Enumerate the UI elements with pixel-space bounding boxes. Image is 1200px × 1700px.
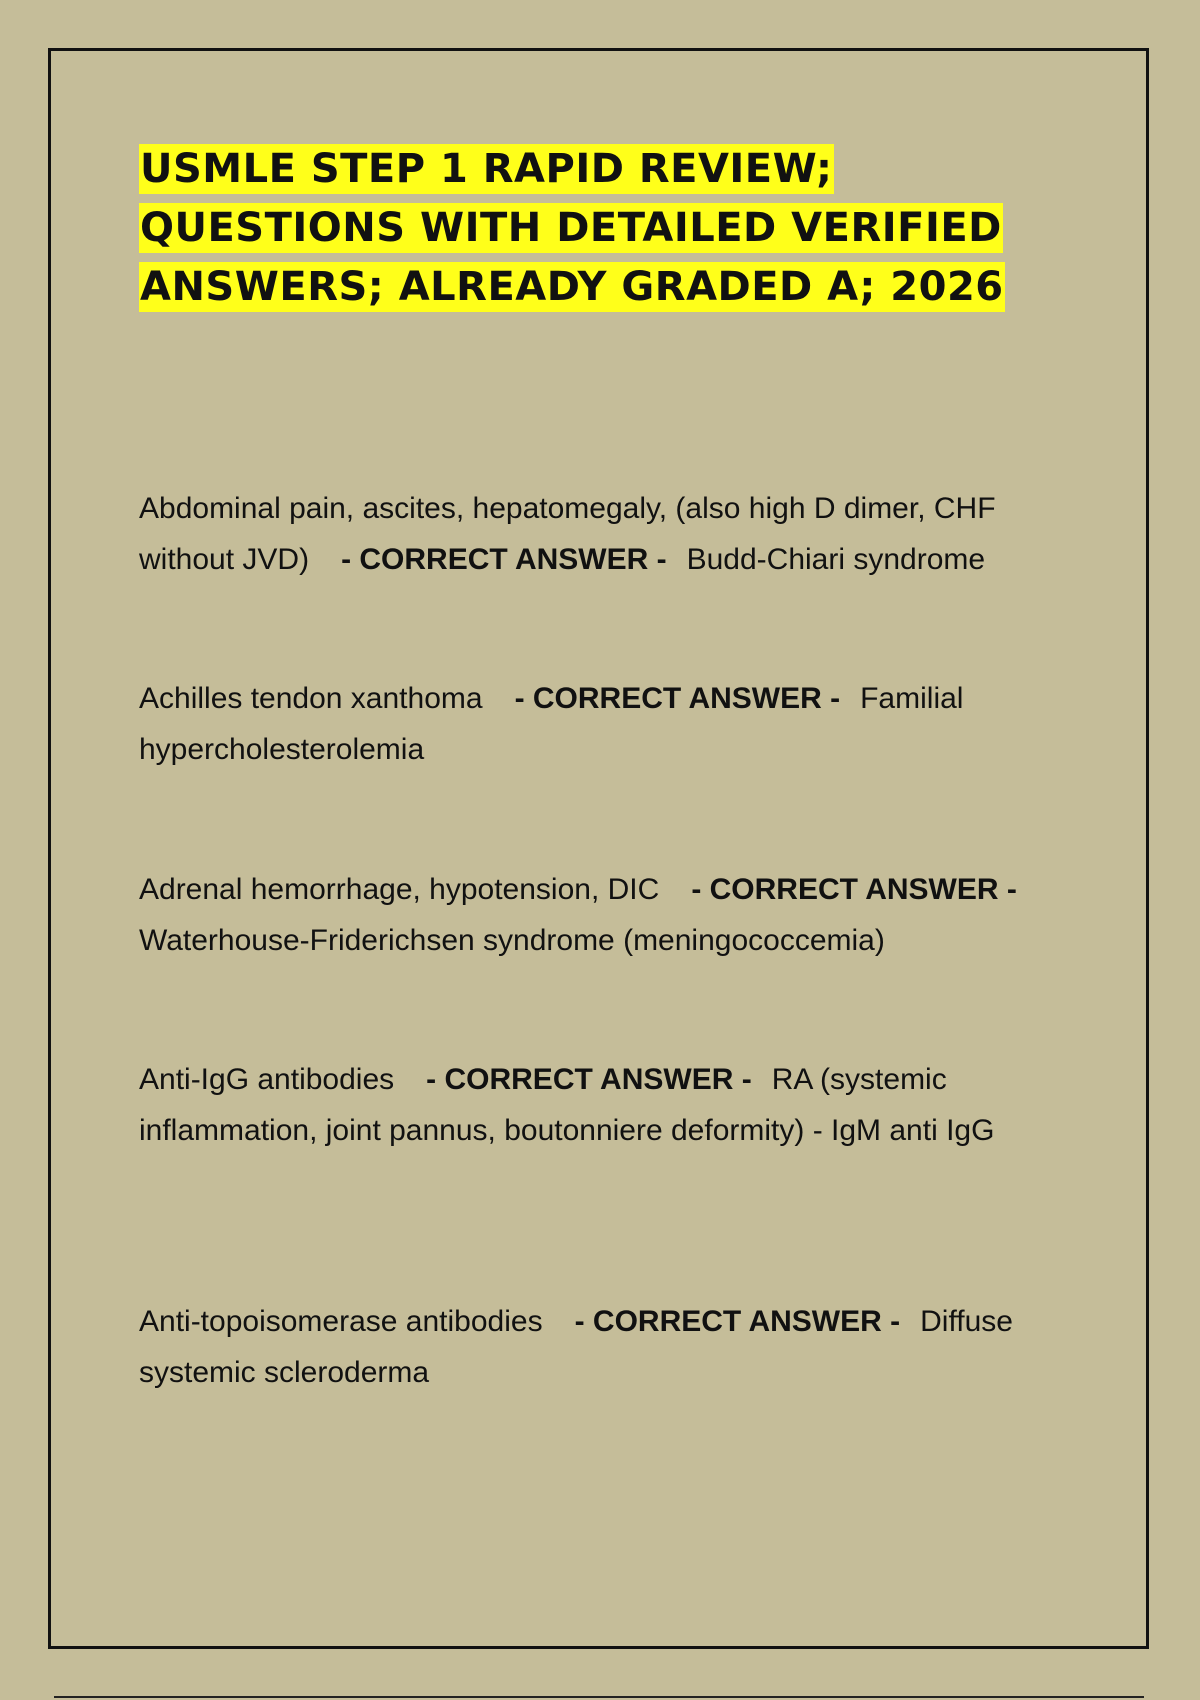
qa-item <box>139 483 1069 585</box>
question-text: Anti-IgG antibodies <box>139 1063 395 1096</box>
qa-item <box>139 673 1069 775</box>
correct-answer-label: - CORRECT ANSWER - <box>691 873 1017 906</box>
title-highlight: USMLE STEP 1 RAPID REVIEW; QUESTIONS WITH DETAILED VERIFIED ANSWERS; ALREADY GRADED A; 2026 <box>140 146 1004 310</box>
answer-text: Budd-Chiari syndrome <box>686 543 986 576</box>
correct-answer-label: - CORRECT ANSWER - <box>341 543 667 576</box>
answer-text: Familial hypercholesterolemia <box>139 682 964 766</box>
question-text: Achilles tendon xanthoma <box>139 682 483 715</box>
question-text: Abdominal pain, ascites, hepatomegaly, (also high D dimer, CHF without JVD) <box>139 492 996 576</box>
correct-answer-label: - CORRECT ANSWER - <box>514 682 841 715</box>
correct-answer-label: - CORRECT ANSWER - <box>426 1063 752 1096</box>
qa-item <box>139 1296 1069 1398</box>
correct-answer-label: - CORRECT ANSWER - <box>574 1305 901 1338</box>
qa-item <box>139 864 1069 966</box>
question-text: Anti-topoisomerase antibodies <box>139 1305 543 1338</box>
qa-item <box>139 1054 1069 1156</box>
bottom-divider <box>54 1696 1144 1698</box>
document-title <box>139 140 1079 317</box>
question-text: Adrenal hemorrhage, hypotension, DIC <box>139 873 660 906</box>
answer-text: Waterhouse-Friderichsen syndrome (meningococcemia) <box>139 924 885 957</box>
answer-text: RA (systemic inflammation, joint pannus, boutonniere deformity) - IgM anti IgG <box>139 1063 995 1147</box>
answer-text: Diffuse systemic scleroderma <box>139 1305 1013 1389</box>
